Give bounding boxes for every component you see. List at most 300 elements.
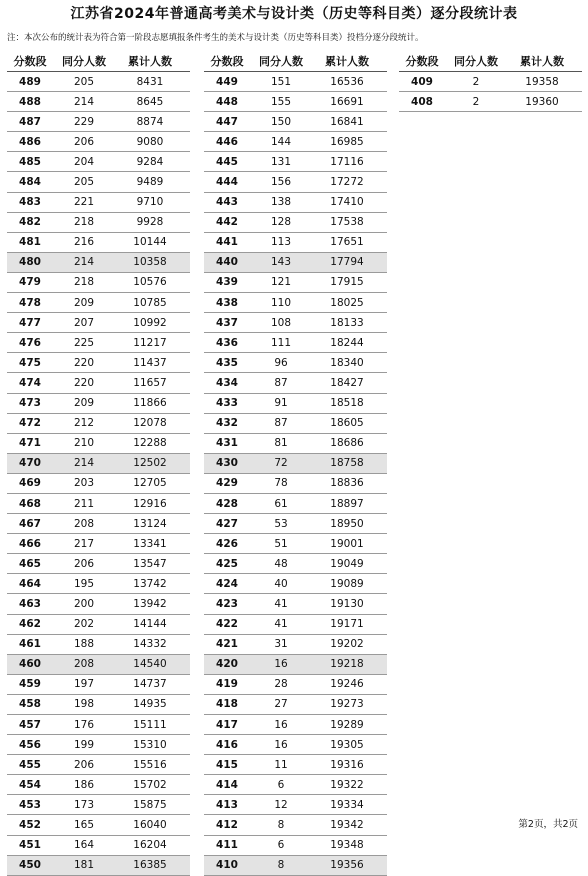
score-cell: 436 xyxy=(216,336,238,349)
count-cell: 214 xyxy=(73,95,95,108)
table-row xyxy=(7,434,190,454)
score-cell: 417 xyxy=(216,718,238,731)
score-cell: 450 xyxy=(19,859,41,872)
cumulative-cell: 18025 xyxy=(330,296,364,309)
cumulative-cell: 17272 xyxy=(330,176,364,189)
count-cell: 214 xyxy=(73,457,95,470)
score-cell: 457 xyxy=(19,718,41,731)
score-cell: 425 xyxy=(216,557,238,570)
count-cell: 188 xyxy=(73,638,95,651)
score-cell: 456 xyxy=(19,738,41,751)
score-cell: 428 xyxy=(216,497,238,510)
count-cell: 218 xyxy=(73,216,95,229)
score-cell: 476 xyxy=(19,336,41,349)
score-cell: 470 xyxy=(19,457,41,470)
cumulative-cell: 19171 xyxy=(330,618,364,631)
cumulative-cell: 16385 xyxy=(133,859,167,872)
cumulative-cell: 8645 xyxy=(136,95,164,108)
score-cell: 454 xyxy=(19,778,41,791)
score-cell: 471 xyxy=(19,437,41,450)
count-cell: 220 xyxy=(73,356,95,369)
table-row xyxy=(7,273,190,293)
table-row xyxy=(204,394,387,414)
score-cell: 415 xyxy=(216,758,238,771)
table-row xyxy=(204,132,387,152)
score-cell: 466 xyxy=(19,537,41,550)
header-count: 同分人数 xyxy=(259,55,303,68)
count-cell: 16 xyxy=(274,718,288,731)
count-cell: 216 xyxy=(73,236,95,249)
table-row xyxy=(204,615,387,635)
count-cell: 208 xyxy=(73,517,95,530)
score-cell: 446 xyxy=(216,135,238,148)
cumulative-cell: 19202 xyxy=(330,638,364,651)
cumulative-cell: 9710 xyxy=(136,196,164,209)
header-score: 分数段 xyxy=(13,55,47,68)
score-cell: 479 xyxy=(19,276,41,289)
count-cell: 27 xyxy=(274,698,288,711)
table-note: 注：本次公布的统计表为符合第一阶段志愿填报条件考生的美术与设计类（历史等科目类）投档分逐分段统计。 xyxy=(7,33,424,43)
table-row xyxy=(204,333,387,353)
cumulative-cell: 11866 xyxy=(133,397,167,410)
cumulative-cell: 10785 xyxy=(133,296,167,309)
cumulative-cell: 19218 xyxy=(330,658,364,671)
cumulative-cell: 15310 xyxy=(133,738,167,751)
score-cell: 452 xyxy=(19,819,41,832)
page-number: 第2页，共2页 xyxy=(518,819,578,830)
score-cell: 453 xyxy=(19,798,41,811)
count-cell: 205 xyxy=(73,75,95,88)
count-cell: 108 xyxy=(270,316,292,329)
count-cell: 128 xyxy=(270,216,292,229)
cumulative-cell: 16841 xyxy=(330,115,364,128)
cumulative-cell: 15702 xyxy=(133,778,167,791)
table-row xyxy=(7,494,190,514)
cumulative-cell: 18340 xyxy=(330,356,364,369)
count-cell: 111 xyxy=(270,336,292,349)
count-cell: 16 xyxy=(274,658,288,671)
table-row xyxy=(7,735,190,755)
cumulative-cell: 19348 xyxy=(330,839,364,852)
table-row xyxy=(204,775,387,795)
count-cell: 144 xyxy=(270,135,292,148)
cumulative-cell: 17794 xyxy=(330,256,364,269)
table-row xyxy=(7,193,190,213)
score-cell: 480 xyxy=(19,256,41,269)
table-row xyxy=(204,514,387,534)
cumulative-cell: 18133 xyxy=(330,316,364,329)
count-cell: 220 xyxy=(73,376,95,389)
table-row xyxy=(7,213,190,233)
score-cell: 473 xyxy=(19,397,41,410)
table-row xyxy=(7,373,190,393)
table-row xyxy=(7,755,190,775)
cumulative-cell: 15875 xyxy=(133,798,167,811)
score-cell: 475 xyxy=(19,356,41,369)
count-cell: 164 xyxy=(73,839,95,852)
cumulative-cell: 19305 xyxy=(330,738,364,751)
cumulative-cell: 16204 xyxy=(133,839,167,852)
table-row xyxy=(7,836,190,856)
count-cell: 156 xyxy=(270,176,292,189)
cumulative-cell: 12916 xyxy=(133,497,167,510)
count-cell: 225 xyxy=(73,336,95,349)
cumulative-cell: 9489 xyxy=(136,176,164,189)
cumulative-cell: 18244 xyxy=(330,336,364,349)
table-row xyxy=(204,454,387,474)
score-cell: 426 xyxy=(216,537,238,550)
cumulative-cell: 10358 xyxy=(133,256,167,269)
count-cell: 110 xyxy=(270,296,292,309)
table-row xyxy=(204,494,387,514)
count-cell: 218 xyxy=(73,276,95,289)
count-cell: 113 xyxy=(270,236,292,249)
table-row xyxy=(7,775,190,795)
cumulative-cell: 12502 xyxy=(133,457,167,470)
score-cell: 414 xyxy=(216,778,238,791)
header-count: 同分人数 xyxy=(62,55,106,68)
table-row xyxy=(204,594,387,614)
count-cell: 197 xyxy=(73,678,95,691)
cumulative-cell: 19289 xyxy=(330,718,364,731)
count-cell: 173 xyxy=(73,798,95,811)
count-cell: 206 xyxy=(73,135,95,148)
cumulative-cell: 9284 xyxy=(136,155,164,168)
cumulative-cell: 19001 xyxy=(330,537,364,550)
score-cell: 468 xyxy=(19,497,41,510)
count-cell: 41 xyxy=(274,597,288,610)
cumulative-cell: 19273 xyxy=(330,698,364,711)
table-row xyxy=(204,313,387,333)
count-cell: 121 xyxy=(270,276,292,289)
count-cell: 150 xyxy=(270,115,292,128)
cumulative-cell: 19316 xyxy=(330,758,364,771)
cumulative-cell: 19360 xyxy=(525,95,559,108)
score-cell: 440 xyxy=(216,256,238,269)
score-cell: 411 xyxy=(216,839,238,852)
count-cell: 208 xyxy=(73,658,95,671)
table-header xyxy=(7,51,190,72)
table-row xyxy=(7,574,190,594)
score-cell: 429 xyxy=(216,477,238,490)
table-row xyxy=(204,856,387,876)
table-row xyxy=(7,815,190,835)
table-row xyxy=(204,635,387,655)
count-cell: 78 xyxy=(274,477,288,490)
table-row xyxy=(7,454,190,474)
score-cell: 469 xyxy=(19,477,41,490)
count-cell: 176 xyxy=(73,718,95,731)
score-cell: 463 xyxy=(19,597,41,610)
count-cell: 8 xyxy=(277,819,285,832)
cumulative-cell: 18427 xyxy=(330,376,364,389)
cumulative-cell: 13341 xyxy=(133,537,167,550)
count-cell: 81 xyxy=(274,437,288,450)
score-cell: 434 xyxy=(216,376,238,389)
score-cell: 464 xyxy=(19,577,41,590)
count-cell: 207 xyxy=(73,316,95,329)
score-cell: 474 xyxy=(19,376,41,389)
cumulative-cell: 17538 xyxy=(330,216,364,229)
count-cell: 151 xyxy=(270,75,292,88)
table-row xyxy=(204,72,387,92)
cumulative-cell: 19049 xyxy=(330,557,364,570)
table-row xyxy=(204,715,387,735)
table-row xyxy=(204,92,387,112)
score-cell: 416 xyxy=(216,738,238,751)
cumulative-cell: 9080 xyxy=(136,135,164,148)
score-cell: 485 xyxy=(19,155,41,168)
score-cell: 409 xyxy=(411,75,433,88)
score-cell: 419 xyxy=(216,678,238,691)
score-cell: 465 xyxy=(19,557,41,570)
cumulative-cell: 17915 xyxy=(330,276,364,289)
score-table-column-2 xyxy=(204,51,387,876)
table-row xyxy=(7,72,190,92)
cumulative-cell: 19356 xyxy=(330,859,364,872)
cumulative-cell: 15111 xyxy=(133,718,167,731)
table-row xyxy=(204,353,387,373)
table-row xyxy=(7,675,190,695)
cumulative-cell: 11217 xyxy=(133,336,167,349)
score-cell: 455 xyxy=(19,758,41,771)
table-row xyxy=(7,695,190,715)
cumulative-cell: 10144 xyxy=(133,236,167,249)
table-row xyxy=(7,514,190,534)
score-cell: 477 xyxy=(19,316,41,329)
score-cell: 418 xyxy=(216,698,238,711)
cumulative-cell: 13942 xyxy=(133,597,167,610)
table-row xyxy=(204,815,387,835)
header-score: 分数段 xyxy=(405,55,439,68)
count-cell: 155 xyxy=(270,95,292,108)
table-row xyxy=(204,574,387,594)
header-score: 分数段 xyxy=(210,55,244,68)
score-cell: 435 xyxy=(216,356,238,369)
table-row xyxy=(7,293,190,313)
count-cell: 87 xyxy=(274,376,288,389)
score-cell: 484 xyxy=(19,176,41,189)
score-cell: 423 xyxy=(216,597,238,610)
table-row xyxy=(204,213,387,233)
cumulative-cell: 14737 xyxy=(133,678,167,691)
cumulative-cell: 19089 xyxy=(330,577,364,590)
table-row xyxy=(7,655,190,675)
table-row xyxy=(7,394,190,414)
score-cell: 478 xyxy=(19,296,41,309)
count-cell: 12 xyxy=(274,798,288,811)
count-cell: 205 xyxy=(73,176,95,189)
header-cumulative: 累计人数 xyxy=(128,55,172,68)
table-row xyxy=(204,293,387,313)
score-cell: 433 xyxy=(216,397,238,410)
table-row xyxy=(7,534,190,554)
table-row xyxy=(204,434,387,454)
count-cell: 212 xyxy=(73,417,95,430)
count-cell: 138 xyxy=(270,196,292,209)
table-row xyxy=(7,474,190,494)
cumulative-cell: 19322 xyxy=(330,778,364,791)
table-row xyxy=(7,715,190,735)
score-cell: 448 xyxy=(216,95,238,108)
count-cell: 202 xyxy=(73,618,95,631)
count-cell: 198 xyxy=(73,698,95,711)
cumulative-cell: 19246 xyxy=(330,678,364,691)
table-row xyxy=(7,92,190,112)
count-cell: 96 xyxy=(274,356,288,369)
table-row xyxy=(7,615,190,635)
score-cell: 488 xyxy=(19,95,41,108)
table-row xyxy=(7,414,190,434)
table-header xyxy=(204,51,387,72)
count-cell: 28 xyxy=(274,678,288,691)
cumulative-cell: 16985 xyxy=(330,135,364,148)
table-row xyxy=(204,735,387,755)
count-cell: 211 xyxy=(73,497,95,510)
count-cell: 214 xyxy=(73,256,95,269)
cumulative-cell: 9928 xyxy=(136,216,164,229)
score-cell: 430 xyxy=(216,457,238,470)
score-cell: 460 xyxy=(19,658,41,671)
score-table-column-3 xyxy=(399,51,582,112)
score-cell: 481 xyxy=(19,236,41,249)
table-row xyxy=(399,92,582,112)
header-count: 同分人数 xyxy=(454,55,498,68)
count-cell: 53 xyxy=(274,517,288,530)
cumulative-cell: 17116 xyxy=(330,155,364,168)
score-cell: 467 xyxy=(19,517,41,530)
cumulative-cell: 13742 xyxy=(133,577,167,590)
table-row xyxy=(7,112,190,132)
score-cell: 472 xyxy=(19,417,41,430)
cumulative-cell: 14144 xyxy=(133,618,167,631)
score-cell: 459 xyxy=(19,678,41,691)
score-cell: 449 xyxy=(216,75,238,88)
score-cell: 413 xyxy=(216,798,238,811)
count-cell: 200 xyxy=(73,597,95,610)
table-row xyxy=(7,795,190,815)
cumulative-cell: 16536 xyxy=(330,75,364,88)
count-cell: 195 xyxy=(73,577,95,590)
table-row xyxy=(7,594,190,614)
cumulative-cell: 18897 xyxy=(330,497,364,510)
page-title: 江苏省2024年普通高考美术与设计类（历史等科目类）逐分段统计表 xyxy=(70,6,518,22)
cumulative-cell: 10992 xyxy=(133,316,167,329)
cumulative-cell: 13547 xyxy=(133,557,167,570)
header-cumulative: 累计人数 xyxy=(520,55,564,68)
cumulative-cell: 18518 xyxy=(330,397,364,410)
cumulative-cell: 13124 xyxy=(133,517,167,530)
count-cell: 217 xyxy=(73,537,95,550)
table-row xyxy=(7,132,190,152)
cumulative-cell: 18950 xyxy=(330,517,364,530)
cumulative-cell: 15516 xyxy=(133,758,167,771)
cumulative-cell: 19358 xyxy=(525,75,559,88)
score-cell: 442 xyxy=(216,216,238,229)
table-row xyxy=(204,112,387,132)
table-row xyxy=(7,152,190,172)
count-cell: 206 xyxy=(73,557,95,570)
count-cell: 51 xyxy=(274,537,288,550)
score-cell: 408 xyxy=(411,95,433,108)
cumulative-cell: 8431 xyxy=(136,75,164,88)
cumulative-cell: 8874 xyxy=(136,115,164,128)
count-cell: 206 xyxy=(73,758,95,771)
table-row xyxy=(7,353,190,373)
table-row xyxy=(204,233,387,253)
count-cell: 143 xyxy=(270,256,292,269)
count-cell: 61 xyxy=(274,497,288,510)
count-cell: 6 xyxy=(277,778,285,791)
table-row xyxy=(7,313,190,333)
cumulative-cell: 14332 xyxy=(133,638,167,651)
count-cell: 210 xyxy=(73,437,95,450)
count-cell: 186 xyxy=(73,778,95,791)
cumulative-cell: 11657 xyxy=(133,376,167,389)
score-cell: 444 xyxy=(216,176,238,189)
table-row xyxy=(7,635,190,655)
score-cell: 487 xyxy=(19,115,41,128)
table-row xyxy=(204,253,387,273)
count-cell: 11 xyxy=(274,758,288,771)
score-cell: 483 xyxy=(19,196,41,209)
count-cell: 41 xyxy=(274,618,288,631)
cumulative-cell: 16040 xyxy=(133,819,167,832)
cumulative-cell: 19334 xyxy=(330,798,364,811)
table-row xyxy=(204,152,387,172)
count-cell: 31 xyxy=(274,638,288,651)
table-row xyxy=(204,554,387,574)
score-cell: 421 xyxy=(216,638,238,651)
score-cell: 462 xyxy=(19,618,41,631)
table-row xyxy=(7,233,190,253)
cumulative-cell: 17651 xyxy=(330,236,364,249)
count-cell: 221 xyxy=(73,196,95,209)
table-row xyxy=(204,675,387,695)
count-cell: 40 xyxy=(274,577,288,590)
score-cell: 424 xyxy=(216,577,238,590)
count-cell: 16 xyxy=(274,738,288,751)
count-cell: 2 xyxy=(472,75,480,88)
count-cell: 209 xyxy=(73,397,95,410)
score-cell: 439 xyxy=(216,276,238,289)
score-cell: 410 xyxy=(216,859,238,872)
cumulative-cell: 19130 xyxy=(330,597,364,610)
cumulative-cell: 10576 xyxy=(133,276,167,289)
table-row xyxy=(204,534,387,554)
cumulative-cell: 11437 xyxy=(133,356,167,369)
count-cell: 165 xyxy=(73,819,95,832)
count-cell: 203 xyxy=(73,477,95,490)
table-row xyxy=(204,373,387,393)
table-row xyxy=(204,795,387,815)
count-cell: 72 xyxy=(274,457,288,470)
table-row xyxy=(204,474,387,494)
cumulative-cell: 18758 xyxy=(330,457,364,470)
table-row xyxy=(204,172,387,192)
table-row xyxy=(399,72,582,92)
table-row xyxy=(204,836,387,856)
count-cell: 48 xyxy=(274,557,288,570)
count-cell: 229 xyxy=(73,115,95,128)
score-cell: 489 xyxy=(19,75,41,88)
score-cell: 437 xyxy=(216,316,238,329)
count-cell: 131 xyxy=(270,155,292,168)
cumulative-cell: 18686 xyxy=(330,437,364,450)
score-cell: 420 xyxy=(216,658,238,671)
table-row xyxy=(7,172,190,192)
cumulative-cell: 18836 xyxy=(330,477,364,490)
